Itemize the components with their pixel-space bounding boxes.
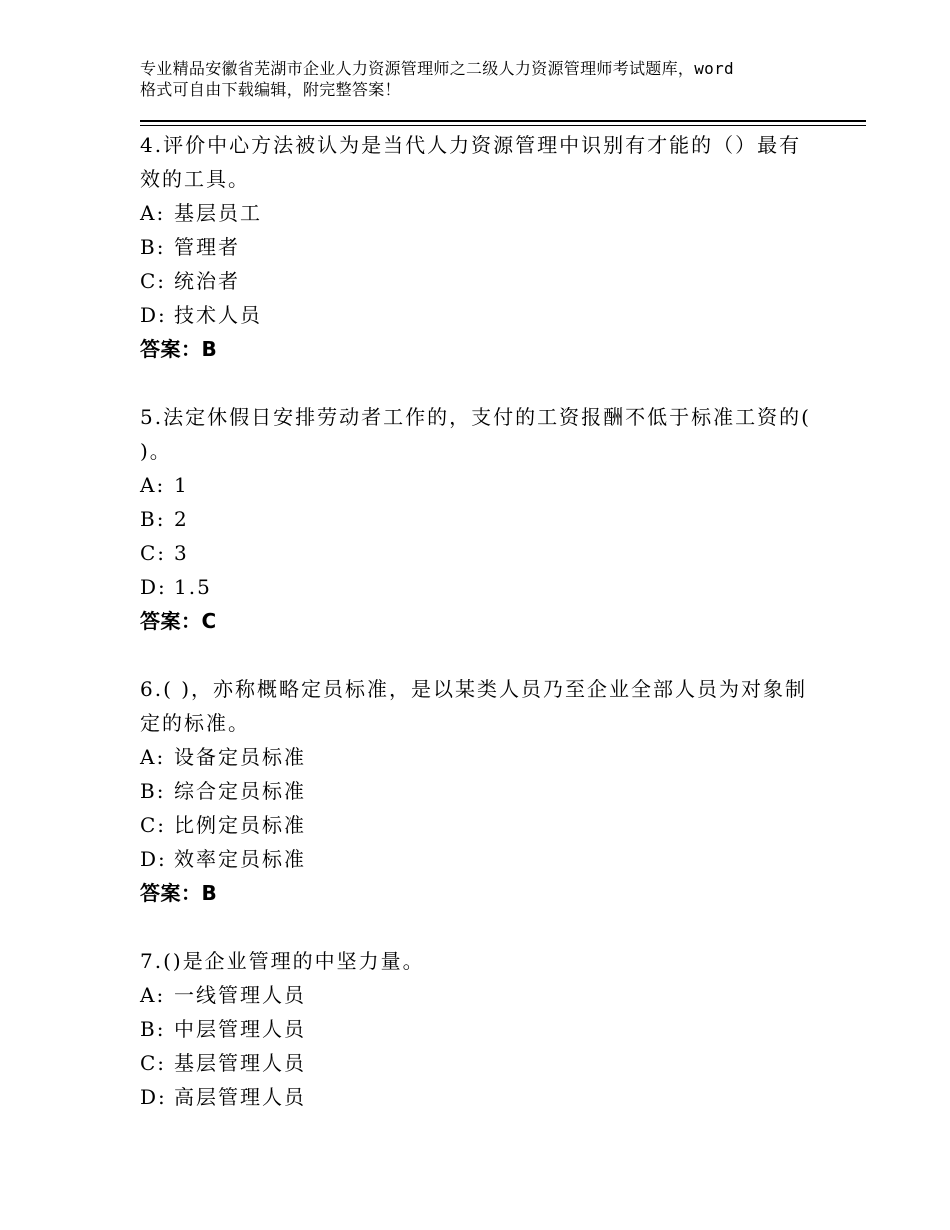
question-7 [140, 944, 820, 1114]
question-stem [140, 400, 820, 468]
option-text: 2 [174, 507, 189, 531]
option-text: 效率定员标准 [174, 847, 306, 871]
header-line-2: 格式可自由下载编辑，附完整答案！ [140, 80, 401, 99]
option-letter: C: [140, 541, 167, 565]
spacer [140, 910, 820, 944]
question-stem-line: 7.()是企业管理的中坚力量。 [140, 949, 425, 973]
question-stem-line: 效的工具。 [140, 167, 250, 191]
option-text: 设备定员标准 [174, 745, 306, 769]
option-letter: D: [140, 1085, 167, 1109]
option-text: 基层员工 [174, 201, 262, 225]
question-stem-line: 定的标准。 [140, 711, 250, 735]
option-b [140, 1012, 820, 1046]
option-text: 1.5 [174, 575, 212, 599]
question-6 [140, 672, 820, 910]
spacer [140, 366, 820, 400]
option-b [140, 502, 820, 536]
option-text: 基层管理人员 [174, 1051, 306, 1075]
option-letter: B: [140, 235, 166, 259]
option-letter: C: [140, 269, 167, 293]
question-list [140, 128, 820, 1114]
option-letter: D: [140, 303, 167, 327]
question-stem-line: 5.法定休假日安排劳动者工作的，支付的工资报酬不低于标准工资的( [140, 405, 811, 429]
option-d [140, 570, 820, 604]
option-c [140, 1046, 820, 1080]
option-d [140, 1080, 820, 1114]
option-letter: A: [140, 473, 166, 497]
option-c [140, 808, 820, 842]
option-text: 中层管理人员 [174, 1017, 306, 1041]
answer-line: 答案：B [140, 337, 218, 361]
option-text: 一线管理人员 [174, 983, 306, 1007]
question-stem-line: 6.( )，亦称概略定员标准，是以某类人员乃至企业全部人员为对象制 [140, 677, 808, 701]
spacer [140, 638, 820, 672]
question-stem-line: )。 [140, 439, 172, 463]
option-text: 综合定员标准 [174, 779, 306, 803]
option-c [140, 536, 820, 570]
option-letter: A: [140, 201, 166, 225]
answer-line: 答案：C [140, 609, 217, 633]
option-letter: D: [140, 847, 167, 871]
question-4 [140, 128, 820, 366]
header-rule-thick [140, 120, 866, 122]
option-text: 1 [174, 473, 189, 497]
option-letter: A: [140, 983, 166, 1007]
option-letter: B: [140, 779, 166, 803]
answer-line: 答案：B [140, 881, 218, 905]
option-text: 高层管理人员 [174, 1085, 306, 1109]
option-text: 技术人员 [174, 303, 262, 327]
option-b [140, 774, 820, 808]
option-letter: C: [140, 1051, 167, 1075]
option-text: 比例定员标准 [174, 813, 306, 837]
document-header [140, 58, 830, 100]
header-line-1: 专业精品安徽省芜湖市企业人力资源管理师之二级人力资源管理师考试题库，word [140, 59, 734, 78]
option-letter: B: [140, 1017, 166, 1041]
option-d [140, 298, 820, 332]
option-text: 3 [174, 541, 189, 565]
question-stem [140, 944, 820, 978]
question-stem [140, 672, 820, 740]
option-b [140, 230, 820, 264]
option-a [140, 196, 820, 230]
option-letter: A: [140, 745, 166, 769]
option-a [140, 468, 820, 502]
option-letter: B: [140, 507, 166, 531]
option-text: 统治者 [174, 269, 240, 293]
question-5 [140, 400, 820, 638]
option-letter: D: [140, 575, 167, 599]
option-c [140, 264, 820, 298]
option-text: 管理者 [174, 235, 240, 259]
option-letter: C: [140, 813, 167, 837]
option-a [140, 978, 820, 1012]
question-stem-line: 4.评价中心方法被认为是当代人力资源管理中识别有才能的（）最有 [140, 133, 802, 157]
option-d [140, 842, 820, 876]
option-a [140, 740, 820, 774]
question-stem [140, 128, 820, 196]
header-rule-thin [140, 125, 866, 126]
